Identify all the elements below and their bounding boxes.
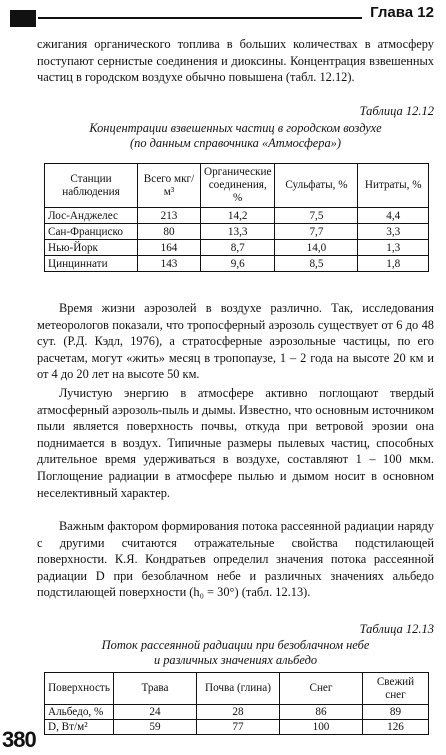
table-header-cell: Станции наблюдения	[45, 164, 138, 208]
table-cell: 14,0	[275, 240, 358, 256]
table-cell: 80	[138, 224, 201, 240]
table-header-cell: Свежий снег	[363, 673, 429, 705]
table-12-12	[44, 163, 429, 272]
table-header-cell: Снег	[280, 673, 363, 705]
table-header-row	[45, 673, 429, 705]
table-row	[45, 224, 429, 240]
table-cell: D, Вт/м²	[45, 720, 114, 735]
paragraph-radiant-energy: Лучистую энергию в атмосфере активно поглощают твердый атмосферный аэрозоль-пыль и дымы. Известно, что основным источником пыли является поверхность почвы, откуда при ветровой эрозии она поднимается в воздух. Типичные размеры пылевых частиц, способных длительное время удерживаться в воздухе, составляют 1 – 100 мкм. Поглощение радиации в атмосфере пылью и дымом носит в основном неселективный характер.	[37, 386, 434, 500]
paragraph-aerosol-lifetime: Время жизни аэрозолей в воздухе различно. Так, исследования метеорологов показали, что тропосферный аэрозоль существует от 6 до 48 сут. (Р.Д. Кэдл, 1976), а стратосферные аэрозольные частицы, по его расчетам, могут «жить» месяц в тропопаузе, 1 – 2 года на высоте 20 км и от 4 до 20 лет на высоте 50 км.	[37, 301, 434, 382]
table-header-row	[45, 164, 429, 208]
table-header-cell: Трава	[114, 673, 197, 705]
table-cell: 28	[197, 705, 280, 720]
table-12-13-title-line2: и различных значениях альбедо	[153, 653, 318, 667]
table-cell: 24	[114, 705, 197, 720]
table-12-12-title	[37, 121, 434, 151]
table-cell: 100	[280, 720, 363, 735]
table-header-cell: Органические соединения, %	[201, 164, 275, 208]
table-header-cell: Сульфаты, %	[275, 164, 358, 208]
table-cell: 143	[138, 256, 201, 272]
table-12-12-caption: Таблица 12.12	[359, 104, 434, 118]
table-cell: 86	[280, 705, 363, 720]
table-cell: 8,5	[275, 256, 358, 272]
table-cell: Лос-Анджелес	[45, 208, 138, 224]
table-cell: 59	[114, 720, 197, 735]
table-cell: Сан-Франциско	[45, 224, 138, 240]
table-cell: 3,3	[358, 224, 429, 240]
table-header-cell: Всего мкг/м³	[138, 164, 201, 208]
table-cell: 77	[197, 720, 280, 735]
table-cell: 14,2	[201, 208, 275, 224]
table-cell: 89	[363, 705, 429, 720]
table-cell: 1,3	[358, 240, 429, 256]
chapter-title: Глава 12	[362, 4, 434, 21]
table-cell: 164	[138, 240, 201, 256]
table-cell: 126	[363, 720, 429, 735]
intro-paragraph: сжигания органического топлива в больших количествах в атмосферу поступают сернистые соединения и диоксины. Концентрация взвешенных частиц в городском воздухе обычно повышена (табл. 12.12).	[37, 37, 434, 85]
header-bar	[10, 10, 36, 27]
table-cell: 8,7	[201, 240, 275, 256]
table-cell: 7,7	[275, 224, 358, 240]
table-cell: Нью-Йорк	[45, 240, 138, 256]
table-cell: 9,6	[201, 256, 275, 272]
table-cell: 7,5	[275, 208, 358, 224]
table-row	[45, 208, 429, 224]
table-12-13-title	[37, 638, 434, 668]
page-number: 380	[2, 727, 36, 752]
table-12-13-caption: Таблица 12.13	[359, 622, 434, 636]
table-row	[45, 720, 429, 735]
table-12-13	[44, 672, 429, 735]
table-cell: Альбедо, %	[45, 705, 114, 720]
paragraph-scattered-radiation: Важным фактором формирования потока рассеянной радиации наряду с другими считаются отражательные свойства подстилающей поверхности. К.Я. Кондратьев определил значения потока рассеянной радиации D при безоблачном небе и различных значениях альбедо подстилающей поверхности (h₀ = 30°) (табл. 12.13).	[37, 519, 434, 600]
table-cell: 213	[138, 208, 201, 224]
table-cell: 4,4	[358, 208, 429, 224]
table-header-cell: Почва (глина)	[197, 673, 280, 705]
table-12-12-title-line1: Концентрации взвешенных частиц в городском воздухе	[89, 121, 382, 135]
table-cell: Цинциннати	[45, 256, 138, 272]
table-row	[45, 256, 429, 272]
table-row	[45, 705, 429, 720]
table-header-cell: Поверхность	[45, 673, 114, 705]
table-cell: 13,3	[201, 224, 275, 240]
table-12-13-title-line1: Поток рассеянной радиации при безоблачном небе	[101, 638, 370, 652]
table-12-12-title-line2: (по данным справочника «Атмосфера»)	[130, 136, 341, 150]
table-cell: 1,8	[358, 256, 429, 272]
table-row	[45, 240, 429, 256]
table-header-cell: Нитраты, %	[358, 164, 429, 208]
